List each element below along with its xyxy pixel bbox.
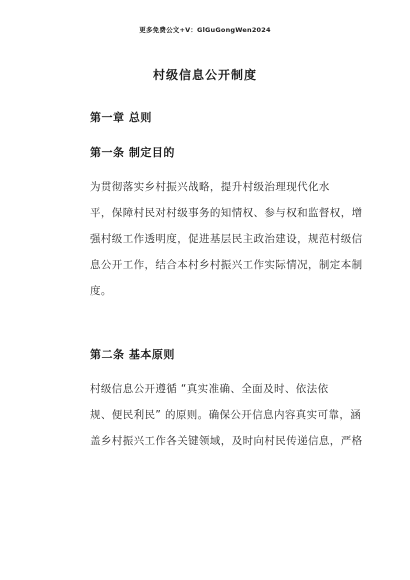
paragraph-line: 村级信息公开遵循 “真实准确、全面及时、依法依	[90, 383, 329, 395]
paragraph-line: 强村级工作透明度，促进基层民主政治建设，规范村级信	[90, 233, 363, 245]
document-title: 村级信息公开制度	[152, 68, 257, 82]
header-watermark-text: 更多免费公文+V：GlGuGongWen2024	[139, 26, 271, 34]
article-1-paragraph	[90, 174, 363, 304]
paragraph-line: 盖乡村振兴工作各关键领域，及时向村民传递信息，严格	[90, 435, 363, 447]
paragraph-line: 度。	[90, 285, 112, 297]
article-2-paragraph	[90, 376, 363, 454]
article-1-heading: 第一条 制定目的	[90, 146, 175, 159]
paragraph-line: 平，保障村民对村级事务的知情权、参与权和监督权，增	[90, 207, 363, 219]
paragraph-line: 为贯彻落实乡村振兴战略，提升村级治理现代化水	[90, 181, 330, 193]
paragraph-line: 息公开工作，结合本村乡村振兴工作实际情况，制定本制	[90, 259, 363, 271]
article-2-heading: 第二条 基本原则	[90, 348, 175, 361]
chapter-heading: 第一章 总则	[90, 111, 152, 124]
paragraph-line: 规、便民利民” 的原则。确保公开信息内容真实可靠，涵	[90, 409, 362, 421]
